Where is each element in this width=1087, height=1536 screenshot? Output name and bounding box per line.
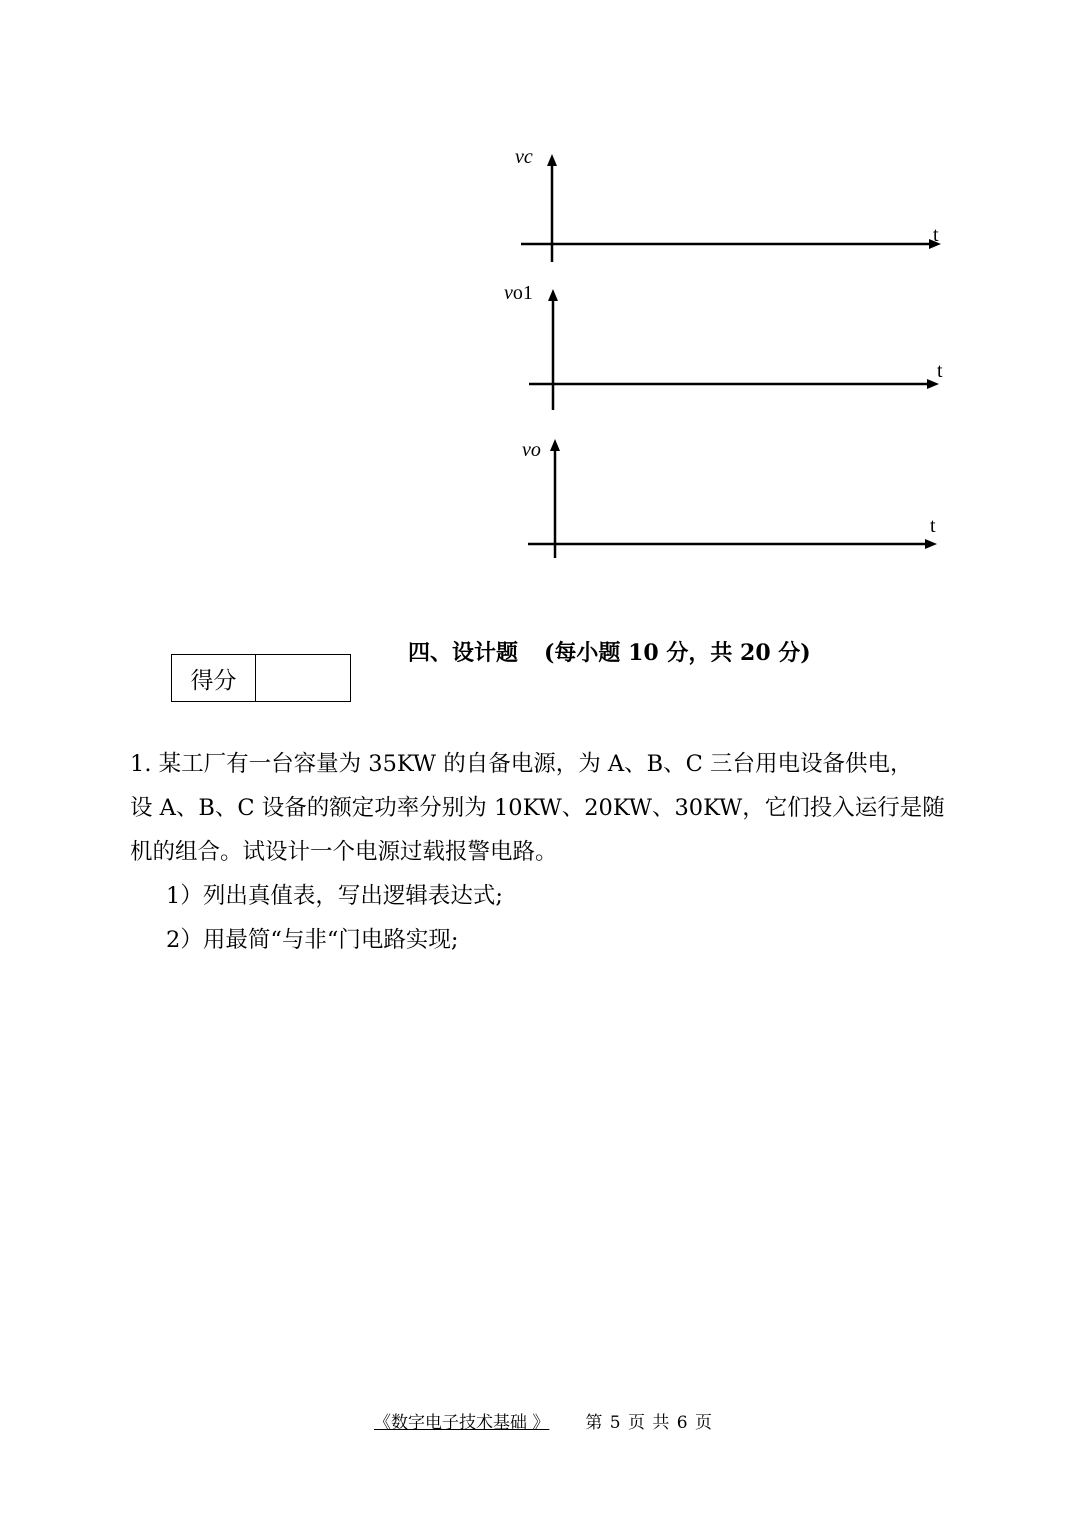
page-number: 第 5 页 共 6 页 — [585, 1413, 714, 1433]
question-line-3: 机的组合。试设计一个电源过载报警电路。 — [130, 839, 558, 865]
design-question-1 — [130, 742, 990, 962]
vo1-t-label: t — [937, 360, 943, 382]
vc-axis-label: vc — [515, 146, 533, 168]
vo1-axis-label: vo1 — [504, 282, 533, 304]
question-line-1: 1. 某工厂有一台容量为 35KW 的自备电源，为 A、B、C 三台用电设备供电， — [130, 751, 913, 777]
page-footer — [0, 1408, 1087, 1433]
section-title: 四、设计题 — [408, 640, 519, 666]
vo-axis-label: vo — [522, 439, 541, 461]
score-label: 得分 — [172, 655, 256, 701]
question-sub-2: 2）用最简“与非“门电路实现; — [166, 927, 459, 953]
score-box — [171, 654, 351, 702]
course-name: 《数字电子技术基础 》 — [373, 1413, 550, 1433]
section-note: (每小题 10 分，共 20 分) — [544, 640, 811, 666]
waveform-vc — [515, 146, 941, 262]
score-value-field[interactable] — [256, 655, 350, 701]
question-sub-1: 1）列出真值表，写出逻辑表达式; — [166, 883, 503, 909]
waveform-vo — [522, 439, 937, 558]
vo-t-label: t — [930, 515, 936, 537]
section-heading — [408, 636, 811, 667]
waveform-vo1 — [504, 282, 943, 410]
vc-t-label: t — [933, 224, 939, 246]
waveform-axes — [0, 0, 1087, 600]
question-line-2: 设 A、B、C 设备的额定功率分别为 10KW、20KW、30KW，它们投入运行是随 — [130, 795, 945, 821]
